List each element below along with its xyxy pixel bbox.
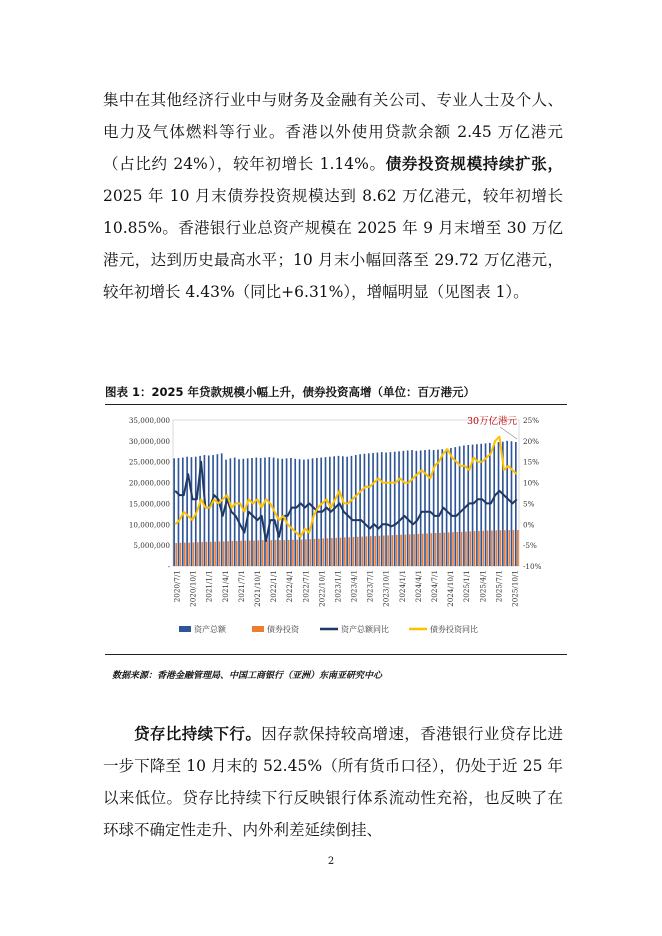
chart [105,406,567,652]
bond-bar [517,530,519,566]
bond-bar [461,532,463,566]
legend-label: 资产总额同比 [341,625,389,634]
bond-bar [353,537,355,566]
body-paragraph-2 [103,718,563,846]
asset-bar [286,458,288,566]
body-paragraph-1 [103,84,563,308]
x-tick-label: 2021/4/1 [220,570,230,603]
asset-bar [416,451,418,566]
bond-bar [478,531,480,566]
x-tick-label: 2024/10/1 [446,569,456,607]
asset-bar [377,453,379,566]
x-tick-label: 2023/10/1 [381,569,391,607]
x-tick-label: 2024/4/1 [413,569,423,603]
bond-bar [465,532,467,566]
bond-bar [279,540,281,566]
paragraph-2-bold-phrase: 贷存比持续下行。 [134,725,262,743]
asset-bar [178,458,180,566]
y-left-tick-label: 5,000,000 [133,541,170,551]
asset-bar [260,458,262,566]
asset-bar [515,442,517,566]
asset-bar [307,459,309,566]
x-tick-label: 2022/1/1 [269,570,279,603]
asset-bar [446,449,448,566]
bond-bar [301,540,303,566]
asset-bar [191,457,193,566]
bond-bar [456,532,458,566]
bond-bar [392,535,394,566]
bond-bar [288,540,290,566]
bond-bar [296,540,298,566]
y-right-tick-label: -5% [523,541,537,551]
bond-bar [340,538,342,566]
asset-bar [333,456,335,566]
bond-bar [175,543,177,566]
bond-bar [487,531,489,566]
bond-bar [422,534,424,566]
x-tick-label: 2025/1/1 [462,569,472,603]
bond-bar [314,539,316,566]
asset-bar [312,458,314,566]
bond-bar [370,536,372,566]
x-tick-label: 2025/4/1 [478,569,488,603]
bond-bar [318,539,320,566]
asset-bar [255,458,257,566]
asset-bar [398,451,400,566]
asset-bar [450,448,452,566]
bond-bar [214,542,216,566]
asset-bar [411,450,413,566]
bond-bar [201,542,203,566]
x-tick-label: 2022/4/1 [285,570,295,603]
asset-bar [355,455,357,566]
y-left-tick-label: 10,000,000 [128,520,170,530]
bond-bar [322,538,324,566]
asset-bar [385,453,387,566]
bond-bar [504,530,506,566]
y-left-tick-label: 30,000,000 [128,436,170,446]
asset-bar [407,450,409,566]
bond-bar [206,542,208,566]
bond-bar [184,543,186,566]
paragraph-1-lead: 集中在其他经济行业中与财务及金融有关公司、专业人士及个人、电力及气体燃料等行业。香港以外使用贷款余额 2.45 万亿港元（占比约 24%），较年初增长 1.14%。 [103,91,563,173]
asset-bar [420,450,422,566]
asset-bar [225,460,227,566]
y-left-tick-label: 25,000,000 [128,457,170,467]
asset-bar [281,459,283,566]
bond-bar [448,532,450,566]
bond-bar [197,542,199,566]
asset-bar [277,458,279,566]
asset-bar [303,460,305,566]
bond-bar [335,538,337,566]
bond-bar [271,540,273,566]
bond-bar [513,530,515,566]
bond-bar [232,541,234,566]
asset-bar [346,457,348,566]
bond-bar [361,537,363,566]
bond-bar [327,538,329,566]
annotation-pointer [500,427,517,439]
legend-label: 债券投资 [267,625,299,634]
asset-bar [364,454,366,566]
figure-bottom-rule [105,654,567,655]
y-right-tick-label: 15% [523,457,539,467]
bond-bar [253,541,255,566]
plot-border [173,420,519,566]
x-tick-label: 2023/4/1 [349,569,359,603]
x-tick-label: 2025/10/1 [510,570,520,607]
asset-bar [359,454,361,566]
bond-bar [227,541,229,566]
asset-bar [368,453,370,566]
bond-bar [357,537,359,566]
bond-bar [431,533,433,566]
bond-bar [413,534,415,566]
bond-bar [409,534,411,566]
asset-bar [217,454,219,566]
bond-bar [387,535,389,566]
x-tick-label: 2024/7/1 [430,569,439,603]
bond-bar [452,532,454,566]
bond-bar [292,540,294,566]
y-left-tick-label: - [167,562,170,571]
y-left-tick-label: 15,000,000 [128,499,170,509]
bond-bar [400,535,402,566]
y-right-tick-label: 20% [523,436,539,446]
x-tick-label: 2020/7/1 [172,570,182,603]
bond-bar [344,537,346,566]
chart-annotation: 30万亿港元 [467,416,518,427]
figure-top-rule [105,404,567,405]
x-tick-label: 2020/10/1 [188,570,198,607]
chart-legend [179,624,478,634]
x-tick-label: 2025/7/1 [494,569,504,603]
page-number: 2 [327,856,335,867]
asset-bar [268,457,270,566]
asset-bar [294,459,296,566]
bond-bar [223,541,225,566]
bond-bar [500,530,502,566]
bond-bar [210,542,212,566]
bond-bar [262,540,264,566]
asset-bar [351,456,353,566]
asset-bar [428,450,430,566]
x-tick-label: 2021/1/1 [204,570,214,603]
asset-bar [234,458,236,566]
figure-source: 数据来源：香港金融管理局、中国工商银行（亚洲）东南亚研究中心 [112,671,383,681]
x-tick-label: 2023/1/1 [333,570,343,603]
asset-bar [485,443,487,566]
asset-bar [498,442,500,566]
x-tick-label: 2022/7/1 [301,570,311,603]
bond-bar [245,541,247,566]
bond-bar [249,541,251,566]
paragraph-1-bold-phrase: 债券投资规模持续扩张， [385,155,563,173]
bond-bar [495,530,497,566]
bond-bar [444,533,446,566]
y-right-tick-label: 0% [523,520,535,530]
y-left-tick-label: 35,000,000 [128,416,170,425]
bond-bar [266,540,268,566]
asset-bar [208,455,210,566]
asset-bar [506,441,508,566]
y-right-tick-label: 10% [523,478,539,488]
bond-bar [482,531,484,566]
asset-bar [251,458,253,566]
bond-bar [418,534,420,566]
legend-label: 资产总额 [194,625,226,634]
asset-bar [238,459,240,566]
asset-bar [325,457,327,566]
paragraph-2-rest: 因存款保持较高增速，香港银行业贷存比进一步下降至 10 月末的 52.45%（所有货币口径），仍处于近 25 年以来低位。贷存比持续下行反映银行体系流动性充裕，也反映了在环球不确定性走升、内外利差延续倒挂、 [103,725,563,839]
paragraph-1-rest: 2025 年 10 月末债券投资规模达到 8.62 万亿港元，较年初增长 10.85%。香港银行业总资产规模在 2025 年 9 月末增至 30 万亿港元，达到历史最高水平；10 月末小幅回落至 29.72 万亿港元，较年初增长 4.43%（同比+6.31%），增幅明显（见图表 1）。 [103,187,563,301]
asset-bar [186,457,188,566]
asset-bar [204,455,206,566]
bond-bar [305,539,307,566]
asset-bar [493,443,495,566]
bond-bar [435,533,437,566]
bond-bar [439,533,441,566]
chart-plot-area [173,420,519,566]
asset-bar [394,452,396,566]
x-tick-label: 2023/7/1 [365,569,375,603]
bond-bar [193,542,195,566]
x-tick-label: 2024/1/1 [397,569,407,603]
bond-bar [258,540,260,566]
bond-bar [348,537,350,566]
asset-bar [338,456,340,566]
bond-bar [383,536,385,566]
asset-bar [299,459,301,566]
bond-bar [379,536,381,566]
bond-bar [180,543,182,566]
bond-bar [405,535,407,566]
asset-bar [390,452,392,566]
y-right-tick-label: 5% [523,499,535,509]
bond-bar [491,530,493,566]
asset-bar [463,445,465,566]
bond-bar [366,536,368,566]
asset-bar [212,455,214,566]
bond-bar [309,539,311,566]
x-tick-label: 2022/10/1 [317,570,327,607]
y-left-tick-label: 20,000,000 [128,478,170,488]
bond-bar [331,538,333,566]
bond-bar [469,531,471,566]
figure-title: 图表 1：2025 年贷款规模小幅上升，债券投资高增（单位：百万港元） [105,385,476,399]
legend-swatch [252,626,264,632]
bond-bar [426,533,428,566]
x-tick-label: 2021/7/1 [236,570,246,603]
bond-bar [508,530,510,566]
legend-swatch [179,626,191,632]
asset-bar [454,447,456,566]
bond-bar [283,540,285,566]
bond-bar [236,541,238,566]
bond-bar [240,541,242,566]
y-right-tick-label: -10% [523,562,542,571]
asset-bar [264,458,266,566]
bond-bar [396,535,398,566]
bond-bar [188,543,190,566]
bond-bar [374,536,376,566]
asset-bar [403,451,405,566]
asset-bar [372,453,374,566]
asset-bar [424,450,426,566]
asset-bar [489,443,491,566]
bond-bar [275,540,277,566]
bond-bar [474,531,476,566]
asset-bar [381,452,383,566]
asset-bar [173,458,175,566]
legend-label: 债券投资同比 [430,625,478,634]
x-tick-label: 2021/10/1 [253,570,262,607]
asset-bar [437,450,439,566]
y-right-tick-label: 25% [523,416,539,425]
bond-bar [219,541,221,566]
